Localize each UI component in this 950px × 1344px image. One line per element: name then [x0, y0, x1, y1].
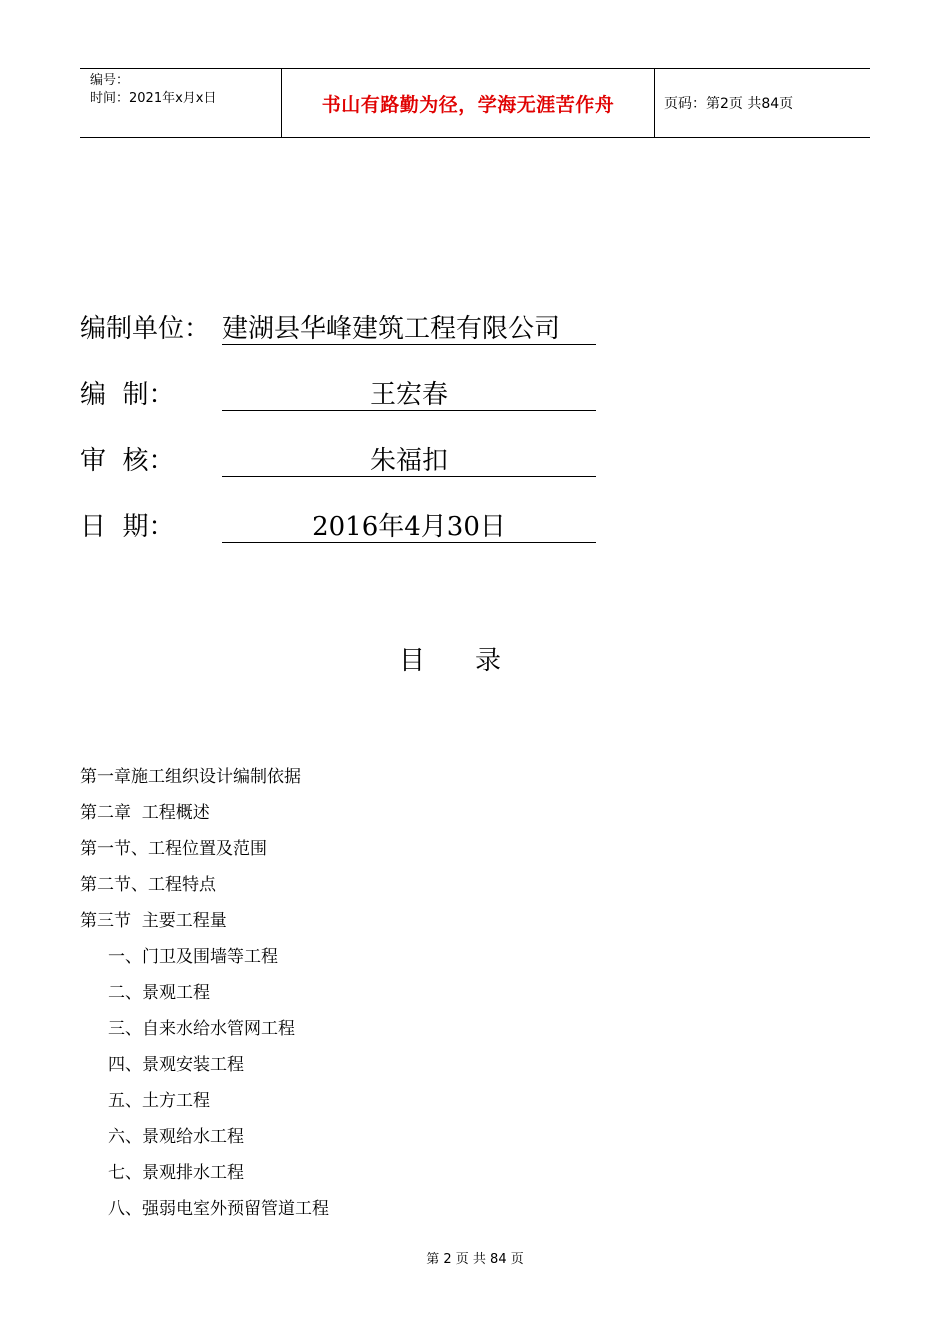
toc-item[interactable]: 四、景观安装工程 — [108, 1055, 244, 1075]
doc-number: 编号： — [90, 73, 130, 88]
toc-item[interactable]: 一、门卫及围墙等工程 — [108, 947, 278, 967]
toc-item[interactable]: 第一节、工程位置及范围 — [80, 839, 267, 859]
page-footer: 第 2 页 共 84 页 — [426, 1252, 524, 1267]
compiler-label: 编 制： — [80, 380, 175, 410]
toc-item[interactable]: 五、土方工程 — [108, 1091, 210, 1111]
toc-item[interactable]: 第一章施工组织设计编制依据 — [80, 767, 301, 787]
toc-item[interactable]: 二、景观工程 — [108, 983, 210, 1003]
compiler-value: 王宏春 — [222, 374, 596, 411]
toc-item[interactable]: 第二节、工程特点 — [80, 875, 216, 895]
reviewer-value: 朱福扣 — [222, 440, 596, 477]
unit-label: 编制单位： — [80, 314, 211, 344]
toc-item[interactable]: 八、强弱电室外预留管道工程 — [108, 1199, 329, 1219]
toc-item[interactable]: 第二章 工程概述 — [80, 803, 210, 823]
date-label: 日 期： — [80, 512, 175, 542]
toc-item[interactable]: 六、景观给水工程 — [108, 1127, 244, 1147]
table-of-contents — [80, 764, 329, 1232]
header-motto: 书山有路勤为径，学海无涯苦作舟 — [282, 69, 655, 137]
unit-value: 建湖县华峰建筑工程有限公司 — [222, 308, 596, 345]
toc-item[interactable]: 第三节 主要工程量 — [80, 911, 227, 931]
page-header — [80, 68, 870, 138]
header-page-info: 页码：第2页 共84页 — [664, 96, 794, 112]
header-meta — [80, 69, 282, 137]
toc-item[interactable]: 三、自来水给水管网工程 — [108, 1019, 295, 1039]
reviewer-label: 审 核： — [80, 446, 175, 476]
toc-item[interactable]: 七、景观排水工程 — [108, 1163, 244, 1183]
toc-title: 目录 — [398, 646, 551, 676]
doc-date: 时间：2021年x月x日 — [90, 91, 217, 106]
date-value: 2016年4月30日 — [222, 506, 596, 543]
